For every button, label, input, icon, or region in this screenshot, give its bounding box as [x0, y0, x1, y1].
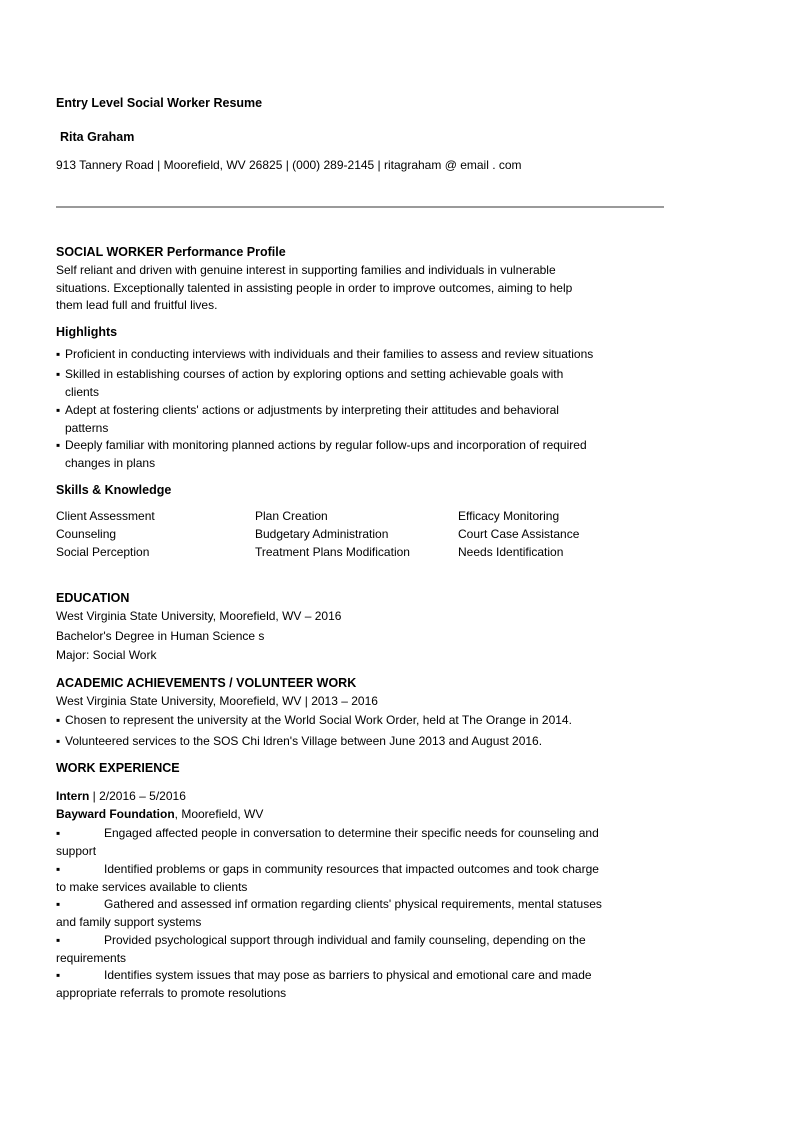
bullet-icon: ▪ — [56, 933, 61, 947]
achievement-text: Volunteered services to the SOS Chi ldren's Village between June 2013 and August 2016. — [65, 734, 543, 748]
highlight-text: Proficient in conducting interviews with individuals and their families to assess and review situations — [65, 347, 594, 361]
bullet-icon: ▪ — [56, 713, 61, 727]
highlight-item — [56, 402, 655, 437]
bullet-icon: ▪ — [56, 734, 61, 748]
work-item — [56, 896, 646, 931]
skill-item: Budgetary Administration — [255, 527, 389, 541]
document-title: Entry Level Social Worker Resume — [56, 96, 263, 110]
bullet-icon: ▪ — [56, 826, 61, 840]
job-role: Intern — [56, 789, 90, 803]
highlight-item — [56, 346, 655, 364]
work-item — [56, 825, 646, 860]
bullet-icon: ▪ — [56, 347, 61, 361]
education-line: West Virginia State University, Moorefield, WV – 2016 — [56, 609, 342, 623]
highlight-text: Deeply familiar with monitoring planned actions by regular follow-ups and incorporation of required — [65, 438, 587, 452]
bullet-icon: ▪ — [56, 403, 61, 417]
job-title-line — [56, 789, 186, 803]
skills-column — [255, 507, 410, 561]
work-text: Identified problems or gaps in community resources that impacted outcomes and took charge — [104, 862, 599, 876]
achievement-item — [56, 733, 655, 751]
achievement-text: Chosen to represent the university at the World Social Work Order, held at The Orange in 2014. — [65, 713, 572, 727]
work-item — [56, 967, 646, 1002]
skill-item: Court Case Assistance — [458, 527, 580, 541]
education-line: Bachelor's Degree in Human Science s — [56, 629, 265, 643]
skill-item: Efficacy Monitoring — [458, 509, 560, 523]
bullet-icon: ▪ — [56, 897, 61, 911]
job-dates: | 2/2016 – 5/2016 — [89, 789, 186, 803]
highlight-text: changes in plans — [65, 455, 156, 470]
bullet-icon: ▪ — [56, 968, 61, 982]
employer-line — [56, 807, 263, 821]
work-text: appropriate referrals to promote resolutions — [56, 985, 287, 1000]
skills-heading: Skills & Knowledge — [56, 483, 172, 497]
work-item — [56, 861, 646, 896]
achievement-item — [56, 712, 655, 730]
work-text: to make services available to clients — [56, 879, 248, 894]
skill-item: Needs Identification — [458, 545, 564, 559]
work-text: requirements — [56, 950, 127, 965]
education-heading: EDUCATION — [56, 591, 130, 605]
bullet-icon: ▪ — [56, 862, 61, 876]
highlight-text: clients — [65, 384, 100, 399]
skill-item: Social Perception — [56, 545, 150, 559]
education-line: Major: Social Work — [56, 648, 157, 662]
skill-item: Client Assessment — [56, 509, 155, 523]
candidate-name: Rita Graham — [60, 130, 135, 144]
bullet-icon: ▪ — [56, 438, 61, 452]
profile-line: Self reliant and driven with genuine interest in supporting families and individuals in vulnerable — [56, 263, 556, 277]
highlight-text: Skilled in establishing courses of action by exploring options and setting achievable goals with — [65, 367, 564, 381]
profile-heading: SOCIAL WORKER Performance Profile — [56, 245, 286, 259]
skill-item: Counseling — [56, 527, 117, 541]
work-text: Identifies system issues that may pose as barriers to physical and emotional care and made — [104, 968, 592, 982]
work-text: support — [56, 843, 97, 858]
achievements-subline: West Virginia State University, Moorefield, WV | 2013 – 2016 — [56, 694, 378, 708]
skill-item: Plan Creation — [255, 509, 328, 523]
skill-item: Treatment Plans Modification — [255, 545, 410, 559]
highlight-item — [56, 437, 655, 472]
header-divider — [56, 206, 664, 208]
highlight-item — [56, 366, 655, 401]
skills-column — [56, 507, 155, 561]
work-text: and family support systems — [56, 914, 202, 929]
work-heading: WORK EXPERIENCE — [56, 761, 180, 775]
profile-line: situations. Exceptionally talented in assisting people in order to improve outcomes, aiming to help — [56, 280, 573, 295]
work-text: Engaged affected people in conversation to determine their specific needs for counseling and — [104, 826, 599, 840]
work-item — [56, 932, 646, 967]
work-text: Provided psychological support through individual and family counseling, depending on the — [104, 933, 586, 947]
skills-column — [458, 507, 579, 561]
bullet-icon: ▪ — [56, 367, 61, 381]
highlight-text: Adept at fostering clients' actions or adjustments by interpreting their attitudes and behavioral — [65, 403, 559, 417]
employer-location: , Moorefield, WV — [174, 807, 264, 821]
highlight-text: patterns — [65, 420, 109, 435]
achievements-heading: ACADEMIC ACHIEVEMENTS / VOLUNTEER WORK — [56, 676, 357, 690]
highlights-heading: Highlights — [56, 325, 118, 339]
work-text: Gathered and assessed inf ormation regarding clients' physical requirements, mental statuses — [104, 897, 602, 911]
contact-line: 913 Tannery Road | Moorefield, WV 26825 | (000) 289-2145 | ritagraham @ email . com — [56, 158, 522, 172]
profile-line: them lead full and fruitful lives. — [56, 298, 218, 312]
employer-name: Bayward Foundation — [56, 807, 175, 821]
